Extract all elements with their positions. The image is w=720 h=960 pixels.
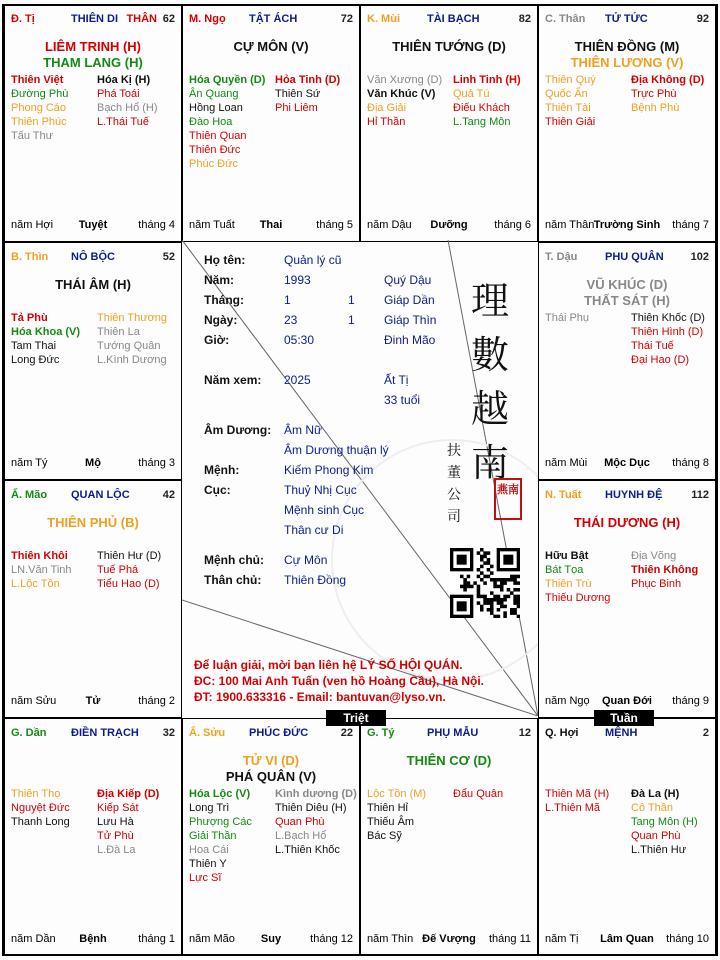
palace-age: 32: [162, 727, 175, 739]
minor-star: Thái Phụ: [545, 312, 590, 324]
minor-stars-right: [631, 787, 698, 857]
value-name: Quản lý cũ: [284, 253, 342, 267]
palace-month: tháng 6: [494, 219, 531, 231]
main-star: THIÊN TƯỚNG (D): [392, 39, 506, 54]
minor-star: Phá Toái: [97, 88, 140, 100]
minor-star: Thiên Đức: [189, 144, 241, 156]
palace-age: 22: [340, 727, 353, 739]
palace-month: tháng 5: [316, 219, 353, 231]
minor-star: Hóa Quyền (D): [189, 74, 266, 86]
minor-star: L.Đà La: [97, 844, 136, 856]
palace-year: năm Hợi: [11, 219, 54, 231]
main-star: THIÊN ĐỒNG (M): [574, 39, 680, 54]
palace-header: [11, 251, 175, 265]
minor-star: Thiên Phúc: [11, 116, 67, 128]
triet-marker: Triệt: [326, 710, 386, 726]
value-than-chu: Thiên Đồng: [284, 573, 347, 587]
palace-header: [11, 727, 175, 741]
palace-footer: [189, 933, 353, 947]
value-hour-canchi: Đinh Mão: [384, 333, 436, 347]
palace-branch: K. Mùi: [367, 13, 400, 25]
minor-stars-left: [367, 787, 426, 843]
palace-age: 82: [518, 13, 531, 25]
palace-branch: C. Thân: [545, 13, 586, 25]
minor-star: Tiểu Hao (D): [97, 578, 160, 590]
minor-stars-right: [97, 311, 167, 367]
minor-star: Thiên Diêu (H): [275, 802, 347, 814]
minor-stars-left: [367, 73, 442, 129]
label-day: Ngày:: [204, 313, 238, 327]
minor-star: Tang Môn (H): [631, 816, 698, 828]
minor-star: Hồng Loan: [189, 102, 243, 114]
minor-star: Thiên Khôi: [11, 550, 68, 562]
minor-star: Hỉ Thần: [367, 116, 406, 128]
palace-footer: [545, 457, 709, 471]
minor-star: Tuế Phá: [97, 564, 139, 576]
palace-name: HUYNH ĐỆ: [605, 489, 663, 501]
palace-footer: [367, 219, 531, 233]
minor-star: Phượng Các: [189, 816, 252, 828]
minor-star: Thiên Thương: [97, 312, 168, 324]
palace-name: QUAN LỘC: [71, 489, 130, 501]
minor-stars-left: [11, 549, 72, 591]
palace-stage: Suy: [260, 933, 282, 945]
minor-star: Địa Giải: [367, 102, 407, 114]
palace-stage: Tử: [85, 695, 101, 707]
minor-stars-left: [11, 311, 80, 367]
palace-stage: Dưỡng: [430, 219, 468, 231]
label-month: Tháng:: [204, 293, 244, 307]
label-year: Năm:: [204, 273, 235, 287]
minor-stars-right: [631, 549, 698, 591]
palace-name: THIÊN DI: [71, 13, 119, 25]
minor-stars-left: [545, 73, 596, 129]
minor-star: Thanh Long: [11, 816, 70, 828]
minor-star: Lộc Tồn (M): [367, 788, 427, 800]
minor-star: Bát Tọa: [545, 564, 584, 576]
minor-star: Phi Liêm: [275, 102, 318, 114]
minor-star: Phục Binh: [631, 578, 682, 590]
palace-branch: Q. Hợi: [545, 727, 579, 739]
palace-year: năm Dần: [11, 933, 56, 945]
label-than-chu: Thân chủ:: [204, 573, 262, 587]
palace-header: [545, 727, 709, 741]
main-star: THIÊN PHỦ (B): [47, 515, 139, 530]
palace-stage: Mộc Dục: [604, 457, 650, 469]
palace-header: [545, 489, 709, 503]
minor-star: Tả Phù: [11, 312, 48, 324]
minor-star: Thiếu Dương: [545, 592, 611, 604]
palace-name: TÀI BẠCH: [427, 13, 480, 25]
main-star: THÁI DƯƠNG (H): [573, 515, 681, 530]
minor-star: Nguyệt Đức: [11, 802, 70, 814]
minor-star: L.Kình Dương: [97, 354, 167, 366]
palace-stage: Đế Vượng: [422, 933, 476, 945]
minor-stars-left: [545, 787, 609, 815]
minor-star: Trực Phù: [631, 88, 677, 100]
minor-stars-right: [97, 549, 161, 591]
minor-star: Thiên Thọ: [11, 788, 61, 800]
minor-star: Tam Thai: [11, 340, 57, 352]
contact-line-3: ĐT: 1900.633316 - Email: bantuvan@lyso.vn.: [194, 690, 446, 704]
palace-branch: N. Tuất: [545, 489, 582, 501]
minor-star: Quan Phù: [631, 830, 681, 842]
palace-cell-dan[interactable]: [4, 718, 182, 956]
minor-stars-right: [453, 787, 503, 801]
palace-branch: G. Tý: [367, 727, 395, 739]
palace-name: PHU QUÂN: [605, 251, 664, 263]
palace-year: năm Dậu: [367, 219, 412, 231]
contact-line-1: Để luận giải, mời bạn liên hệ LÝ SỐ HỘI QUÁN.: [194, 658, 463, 672]
palace-branch: T. Dậu: [545, 251, 578, 263]
palace-stage: Tuyệt: [78, 219, 108, 231]
chart-center-panel: [182, 240, 538, 716]
palace-name: TẬT ÁCH: [249, 13, 298, 25]
minor-star: L.Lộc Tồn: [11, 578, 60, 590]
palace-footer: [367, 933, 531, 947]
palace-stage: Mộ: [85, 457, 101, 469]
main-star: THIÊN CƠ (D): [406, 753, 492, 768]
value-yinyang: Âm Nữ: [284, 423, 323, 437]
palace-header: [189, 13, 353, 27]
palace-year: năm Mùi: [545, 457, 588, 469]
qr-code-graphic: [450, 548, 520, 618]
main-star: CỰ MÔN (V): [233, 39, 309, 54]
minor-star: Quả Tú: [453, 88, 490, 100]
minor-star: Địa Không (D): [631, 74, 705, 86]
minor-stars-right: [275, 73, 340, 115]
tuan-marker: Tuần: [594, 710, 654, 726]
minor-star: Cô Thần: [631, 802, 673, 814]
value-month: 1: [284, 293, 291, 307]
palace-stage: Thai: [259, 219, 283, 231]
palace-header: [367, 727, 531, 741]
minor-star: Hỏa Tinh (D): [275, 74, 341, 86]
palace-month: tháng 9: [672, 695, 709, 707]
main-star: THÁI ÂM (H): [55, 277, 131, 292]
palace-month: tháng 2: [138, 695, 175, 707]
minor-star: Kiếp Sát: [97, 802, 139, 814]
minor-stars-right: [97, 73, 158, 129]
palace-year: năm Thân: [545, 219, 595, 231]
value-menh-chu: Cự Môn: [284, 553, 328, 567]
minor-star: Thiên Mã (H): [545, 788, 610, 800]
palace-header: [367, 13, 531, 27]
palace-age: 2: [702, 727, 709, 739]
minor-star: Văn Khúc (V): [367, 88, 436, 100]
minor-star: Bạch Hổ (H): [97, 102, 158, 114]
minor-star: Thiên Quan: [189, 130, 247, 142]
minor-star: Hóa Khoa (V): [11, 326, 81, 338]
calligraphy-logo: 理 數 越 南: [470, 279, 509, 485]
palace-footer: [11, 457, 175, 471]
minor-star: Hóa Kị (H): [97, 74, 151, 86]
minor-stars-right: [453, 73, 521, 129]
palace-name: MỆNH: [605, 727, 638, 739]
palace-cell-mao[interactable]: [4, 480, 182, 718]
palace-age: 92: [696, 13, 709, 25]
minor-star: Bệnh Phù: [631, 102, 680, 114]
palace-year: năm Thìn: [367, 933, 414, 945]
minor-star: Hữu Bật: [545, 550, 589, 562]
minor-stars-right: [97, 787, 159, 857]
main-star: LIÊM TRINH (H): [44, 39, 142, 54]
minor-star: Địa Võng: [631, 550, 677, 562]
minor-stars-left: [545, 311, 589, 325]
value-cuc: Thuỷ Nhị Cục: [284, 483, 357, 497]
palace-branch: M. Ngọ: [189, 13, 226, 25]
calligraphy-small: 扶 董 公 司: [447, 443, 461, 525]
palace-year: năm Tý: [11, 457, 48, 469]
palace-stage: Quan Đới: [602, 695, 652, 707]
palace-cell-ngo[interactable]: [182, 4, 360, 242]
minor-star: Thiên Không: [631, 564, 699, 576]
palace-age: 12: [518, 727, 531, 739]
palace-footer: [11, 219, 175, 233]
minor-star: Đại Hao (D): [631, 354, 690, 366]
minor-star: Bác Sỹ: [367, 830, 402, 842]
label-hour: Giờ:: [204, 333, 230, 347]
value-day-canchi: Giáp Thìn: [384, 313, 437, 327]
palace-footer: [545, 933, 709, 947]
minor-star: Phúc Đức: [189, 158, 238, 170]
palace-age: 112: [691, 489, 709, 501]
main-star: VŨ KHÚC (D): [586, 277, 668, 292]
palace-footer: [545, 219, 709, 233]
minor-stars-left: [11, 73, 68, 143]
main-star: THIÊN LƯƠNG (V): [570, 55, 684, 70]
palace-age: 72: [340, 13, 353, 25]
palace-stage: Bệnh: [79, 933, 107, 945]
minor-star: LN.Văn Tinh: [11, 564, 72, 576]
value-day-lunar: 1: [348, 313, 355, 327]
palace-month: tháng 12: [310, 933, 353, 945]
minor-star: Thiên Sứ: [275, 88, 321, 100]
palace-year: năm Tị: [545, 933, 579, 945]
palace-age: 102: [690, 251, 709, 263]
value-age: 33 tuổi: [384, 393, 421, 407]
palace-branch: G. Dần: [11, 727, 47, 739]
value-year: 1993: [284, 273, 311, 287]
minor-star: L.Thiên Khốc: [275, 844, 340, 856]
minor-star: Linh Tinh (H): [453, 74, 521, 86]
minor-star: Hóa Lộc (V): [189, 788, 251, 800]
palace-header: [11, 13, 175, 27]
palace-age: 52: [162, 251, 175, 263]
palace-cell-mui[interactable]: [360, 4, 538, 242]
main-star: TỬ VI (D): [242, 753, 300, 768]
palace-name: TỬ TỨC: [605, 13, 648, 25]
minor-star: Điếu Khách: [453, 102, 510, 114]
palace-footer: [11, 933, 175, 947]
palace-footer: [11, 695, 175, 709]
minor-star: Đào Hoa: [189, 116, 233, 128]
minor-stars-right: [631, 311, 705, 367]
palace-name: NÔ BỘC: [71, 251, 115, 263]
palace-year: năm Tuất: [189, 219, 235, 231]
minor-star: Ân Quang: [189, 88, 239, 100]
palace-cell-tuat[interactable]: [538, 480, 716, 718]
palace-stage: Trường Sinh: [593, 219, 661, 231]
minor-star: Lưu Hà: [97, 816, 134, 828]
value-cuc-note2: Thân cư Di: [284, 523, 344, 537]
palace-month: tháng 8: [672, 457, 709, 469]
contact-line-2: ĐC: 100 Mai Anh Tuấn (ven hồ Hoàng Cầu), Hà Nội.: [194, 674, 485, 688]
minor-star: Hoa Cái: [189, 844, 229, 856]
label-yinyang: Âm Dương:: [204, 423, 272, 437]
minor-star: Quốc Ấn: [545, 88, 588, 100]
minor-stars-left: [189, 73, 265, 171]
palace-stage: Lâm Quan: [600, 933, 654, 945]
value-year-canchi: Quý Dậu: [384, 273, 432, 287]
palace-month: tháng 7: [672, 219, 709, 231]
minor-star: Đẩu Quân: [453, 788, 504, 800]
minor-star: Long Đức: [11, 354, 60, 366]
palace-cell-ty[interactable]: [360, 718, 538, 956]
minor-star: Thiếu Âm: [367, 816, 415, 828]
minor-star: Thái Tuế: [631, 340, 674, 352]
palace-month: tháng 11: [488, 933, 531, 945]
minor-star: L.Bạch Hổ: [275, 830, 327, 842]
value-month-lunar: 1: [348, 293, 355, 307]
minor-stars-right: [631, 73, 704, 115]
minor-star: Tấu Thư: [11, 130, 54, 142]
minor-star: Giải Thần: [189, 830, 237, 842]
palace-month: tháng 1: [138, 933, 175, 945]
minor-star: Thiên Giải: [545, 116, 596, 128]
minor-star: Phong Cáo: [11, 102, 67, 114]
palace-header: [545, 251, 709, 265]
minor-star: Thiên La: [97, 326, 140, 338]
palace-month: tháng 4: [138, 219, 175, 231]
value-view-canchi: Ất Tị: [384, 373, 409, 387]
main-star: THAM LANG (H): [43, 55, 143, 70]
label-name: Họ tên:: [204, 253, 246, 267]
than-marker: THÂN: [126, 13, 157, 25]
minor-star: Đà La (H): [631, 788, 680, 800]
minor-star: Long Trì: [189, 802, 230, 814]
value-view-year: 2025: [284, 373, 311, 387]
minor-star: Thiên Quý: [545, 74, 596, 86]
minor-star: Thiên Hỉ: [367, 802, 408, 814]
minor-star: L.Thái Tuế: [97, 116, 149, 128]
minor-star: Thiên Hình (D): [631, 326, 704, 338]
minor-stars-left: [11, 787, 70, 829]
main-star: PHÁ QUÂN (V): [225, 769, 317, 784]
palace-header: [11, 489, 175, 503]
palace-footer: [189, 219, 353, 233]
minor-star: Thiên Y: [189, 858, 227, 870]
label-view-year: Năm xem:: [204, 373, 262, 387]
label-cuc: Cục:: [204, 483, 231, 497]
palace-footer: [545, 695, 709, 709]
palace-age: 62: [162, 13, 175, 25]
palace-cell-suu[interactable]: [182, 718, 360, 956]
value-hour: 05:30: [284, 333, 315, 347]
palace-cell-ti[interactable]: [4, 4, 182, 242]
label-menh: Mệnh:: [204, 463, 240, 477]
value-yinyang-note: Âm Dương thuận lý: [284, 443, 389, 457]
minor-star: Thiên Trù: [545, 578, 592, 590]
minor-star: Văn Xương (D): [367, 74, 443, 86]
palace-year: năm Ngọ: [545, 695, 590, 707]
palace-year: năm Sửu: [11, 695, 57, 707]
value-menh: Kiếm Phong Kim: [284, 463, 374, 477]
palace-cell-hoi[interactable]: [538, 718, 716, 956]
main-star: THẤT SÁT (H): [584, 293, 670, 308]
qr-code[interactable]: [450, 548, 520, 618]
minor-star: L.Tang Môn: [453, 116, 511, 128]
palace-name: PHÚC ĐỨC: [249, 727, 309, 739]
minor-star: Tử Phù: [97, 830, 134, 842]
palace-cell-than[interactable]: [538, 4, 716, 242]
minor-stars-left: [189, 787, 252, 885]
minor-star: Quan Phù: [275, 816, 325, 828]
palace-branch: B. Thìn: [11, 251, 49, 263]
label-menh-chu: Mệnh chủ:: [204, 553, 264, 567]
minor-star: L.Thiên Hư: [631, 844, 687, 856]
palace-branch: Ấ. Mão: [11, 489, 48, 501]
minor-stars-left: [545, 549, 610, 605]
palace-month: tháng 10: [666, 933, 709, 945]
palace-cell-dau[interactable]: [538, 242, 716, 480]
minor-star: Đường Phù: [11, 88, 69, 100]
palace-header: [545, 13, 709, 27]
palace-header: [189, 727, 353, 741]
seal-stamp: 燕南: [494, 478, 522, 520]
minor-star: Thiên Hư (D): [97, 550, 162, 562]
palace-name: ĐIỀN TRẠCH: [71, 727, 139, 739]
value-day: 23: [284, 313, 298, 327]
minor-star: Thiên Khốc (D): [631, 312, 705, 324]
minor-star: Địa Kiếp (D): [97, 788, 160, 800]
value-cuc-note1: Mệnh sinh Cục: [284, 503, 365, 517]
minor-star: Tướng Quân: [97, 340, 161, 352]
minor-star: Thiên Tài: [545, 102, 591, 114]
minor-stars-right: [275, 787, 357, 857]
palace-name: PHỤ MẪU: [427, 727, 479, 739]
palace-year: năm Mão: [189, 933, 235, 945]
palace-age: 42: [162, 489, 175, 501]
palace-branch: Đ. Tị: [11, 13, 35, 25]
minor-star: Lực Sĩ: [189, 872, 222, 884]
minor-star: L.Thiên Mã: [545, 802, 601, 814]
minor-star: Thiên Việt: [11, 74, 64, 86]
palace-cell-thin[interactable]: [4, 242, 182, 480]
palace-branch: Ấ. Sửu: [189, 727, 226, 739]
minor-star: Kình dương (D): [275, 788, 357, 800]
palace-month: tháng 3: [138, 457, 175, 469]
value-month-canchi: Giáp Dần: [384, 293, 435, 307]
